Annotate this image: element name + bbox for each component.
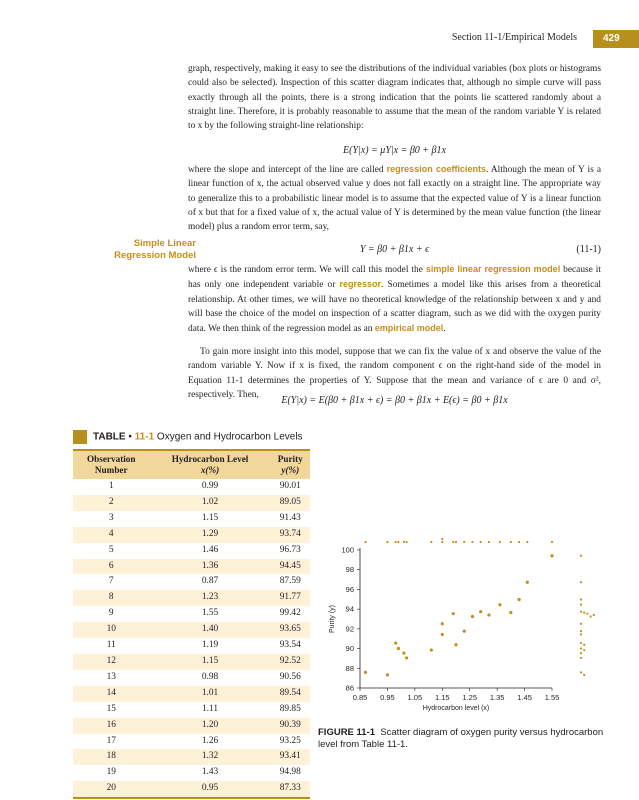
cell-purity: 94.45 bbox=[271, 559, 311, 575]
data-point bbox=[397, 647, 400, 650]
cell-purity: 91.43 bbox=[279, 512, 301, 523]
cell-hydrocarbon: 0.95 bbox=[150, 781, 271, 798]
marginal-dot-y bbox=[583, 649, 585, 651]
cell-purity: 96.73 bbox=[279, 544, 301, 555]
table-row bbox=[73, 670, 310, 686]
table-row bbox=[73, 749, 310, 765]
cell-observation: 20 bbox=[73, 781, 150, 798]
paragraph-regression-coefficients: where the slope and intercept of the line are called regression coefficients. Although the mean of Y is a linear function of x, the actual observed value y does not fall exactly on a straight line. The appropriate way to generalize this to a probabilistic linear model is to assume that the expected value of Y is a linear function of x but that for a fixed value of x, the actual value of Y is determined by the mean value function (the linear model) plus a random error term, say, bbox=[188, 164, 601, 233]
paragraph-insight: To gain more insight into this model, suppose that we can fix the value of x and observe the value of the random variable Y. Now if x is fixed, the random component ϵ on the right-hand side of the model in Equation 11-1 determines the properties of Y. Suppose that the mean and variance of ϵ are 0 and σ², respectively. Then, bbox=[188, 347, 601, 400]
cell-hydrocarbon: 1.26 bbox=[201, 735, 219, 746]
data-point bbox=[452, 612, 455, 615]
cell-purity: 93.65 bbox=[271, 622, 311, 638]
marginal-dot-x bbox=[463, 541, 465, 543]
table-header-hydrocarbon: Hydrocarbon Level x(%) bbox=[150, 450, 271, 479]
cell-purity: 89.54 bbox=[271, 686, 311, 702]
cell-observation: 9 bbox=[108, 608, 114, 619]
page-number: 429 bbox=[593, 30, 639, 48]
cell-hydrocarbon: 1.43 bbox=[201, 767, 219, 778]
marginal-dot-y bbox=[580, 647, 582, 649]
y-tick-label: 94 bbox=[345, 604, 354, 614]
cell-observation: 6 bbox=[73, 559, 150, 575]
data-point bbox=[454, 643, 457, 646]
y-tick-label: 88 bbox=[345, 663, 354, 673]
x-tick-label: 0.85 bbox=[352, 693, 368, 702]
marginal-dot-x bbox=[395, 541, 397, 543]
table-marker-icon bbox=[73, 430, 87, 444]
equation-mean-function: E(Y|x) = μY|x = β0 + β1x bbox=[343, 145, 446, 156]
cell-hydrocarbon: 1.20 bbox=[150, 718, 271, 734]
x-tick-label: 1.25 bbox=[462, 693, 478, 702]
marginal-dot-y bbox=[583, 674, 585, 676]
scatter-diagram bbox=[320, 522, 620, 722]
x-tick-label: 1.45 bbox=[517, 693, 532, 702]
marginal-dot-x bbox=[551, 541, 553, 543]
marginal-dot-y bbox=[593, 614, 595, 616]
marginal-dot-y bbox=[590, 615, 592, 617]
y-axis-label: Purity (y) bbox=[329, 605, 336, 633]
table-row bbox=[73, 590, 310, 606]
cell-observation: 2 bbox=[73, 495, 150, 511]
data-point bbox=[498, 603, 501, 606]
cell-purity: 93.41 bbox=[271, 749, 311, 765]
data-table bbox=[73, 449, 310, 799]
marginal-dot-x bbox=[397, 541, 399, 543]
cell-hydrocarbon: 1.29 bbox=[150, 527, 271, 543]
marginal-dot-y bbox=[580, 611, 582, 613]
cell-observation: 16 bbox=[73, 718, 150, 734]
table-row bbox=[73, 781, 310, 798]
cell-purity: 90.01 bbox=[279, 481, 301, 491]
cell-observation: 3 bbox=[108, 512, 114, 523]
cell-observation: 19 bbox=[106, 767, 116, 778]
marginal-dot-x bbox=[480, 541, 482, 543]
section-title: Section 11-1/Empirical Models bbox=[451, 32, 577, 43]
table-header-observation: Observation Number bbox=[73, 450, 150, 479]
cell-hydrocarbon: 0.98 bbox=[201, 671, 219, 682]
cell-purity: 87.33 bbox=[271, 781, 311, 798]
marginal-dot-y bbox=[580, 657, 582, 659]
marginal-dot-x bbox=[499, 541, 501, 543]
cell-hydrocarbon: 0.87 bbox=[201, 576, 219, 587]
cell-purity: 90.39 bbox=[271, 718, 311, 734]
data-point bbox=[405, 656, 408, 659]
cell-observation: 18 bbox=[73, 749, 150, 765]
table-row bbox=[73, 495, 310, 511]
marginal-dot-x bbox=[441, 538, 443, 540]
x-tick-label: 1.15 bbox=[434, 693, 450, 702]
term-regressor: regressor bbox=[339, 279, 382, 290]
cell-hydrocarbon: 1.02 bbox=[150, 495, 271, 511]
y-tick-label: 98 bbox=[345, 565, 354, 575]
margin-label-simple-linear-regression: Simple Linear Regression Model bbox=[114, 238, 196, 261]
cell-observation: 13 bbox=[106, 671, 116, 682]
table-row bbox=[73, 511, 310, 527]
marginal-dot-x bbox=[406, 541, 408, 543]
marginal-dot-x bbox=[364, 541, 366, 543]
data-point bbox=[441, 633, 444, 636]
table-row bbox=[73, 702, 310, 718]
x-tick-label: 0.95 bbox=[380, 693, 395, 702]
cell-hydrocarbon: 1.32 bbox=[150, 749, 271, 765]
x-tick-label: 1.55 bbox=[544, 693, 560, 702]
cell-observation: 15 bbox=[106, 703, 116, 714]
y-tick-label: 100 bbox=[341, 545, 354, 555]
marginal-dot-x bbox=[452, 541, 454, 543]
cell-observation: 14 bbox=[73, 686, 150, 702]
cell-observation: 11 bbox=[106, 640, 116, 651]
y-tick-label: 86 bbox=[345, 683, 354, 693]
table-row bbox=[73, 734, 310, 750]
cell-hydrocarbon: 1.55 bbox=[201, 608, 219, 619]
marginal-dot-y bbox=[580, 652, 582, 654]
cell-purity: 92.52 bbox=[271, 654, 311, 670]
table-row bbox=[73, 543, 310, 559]
data-point bbox=[526, 581, 529, 584]
data-point bbox=[550, 554, 553, 557]
cell-observation: 17 bbox=[106, 735, 116, 746]
table-row bbox=[73, 574, 310, 590]
cell-purity: 94.98 bbox=[279, 767, 301, 778]
marginal-dot-x bbox=[471, 541, 473, 543]
marginal-dot-y bbox=[580, 633, 582, 635]
cell-purity: 93.54 bbox=[279, 640, 301, 651]
marginal-dot-y bbox=[580, 630, 582, 632]
paragraph-intro: graph, respectively, making it easy to see the distributions of the individual variables (box plots or histograms could also be selected). Inspection of this scatter diagram indicates that, although no simple curve will pass exactly through all the points, there is a strong indication that the points lie scattered randomly about a straight line. Therefore, it is probably reasonable to assume that the mean of the random variable Y is related to x by the following straight-line relationship: bbox=[188, 64, 601, 132]
table-row bbox=[73, 527, 310, 543]
cell-purity: 93.25 bbox=[279, 735, 301, 746]
cell-hydrocarbon: 1.15 bbox=[201, 512, 219, 523]
table-row bbox=[73, 638, 310, 654]
marginal-dot-y bbox=[580, 604, 582, 606]
equation-number: (11-1) bbox=[576, 244, 601, 255]
data-point bbox=[463, 630, 466, 633]
cell-hydrocarbon: 1.11 bbox=[201, 703, 219, 714]
cell-purity: 99.42 bbox=[279, 608, 301, 619]
table-row bbox=[73, 686, 310, 702]
marginal-dot-x bbox=[430, 541, 432, 543]
y-tick-label: 92 bbox=[345, 624, 354, 634]
marginal-dot-x bbox=[403, 541, 405, 543]
cell-hydrocarbon: 1.19 bbox=[201, 640, 219, 651]
table-row bbox=[73, 765, 310, 781]
data-point bbox=[402, 652, 405, 655]
marginal-dot-x bbox=[441, 541, 443, 543]
table-row bbox=[73, 479, 310, 495]
cell-hydrocarbon: 1.40 bbox=[150, 622, 271, 638]
marginal-dot-y bbox=[580, 555, 582, 557]
cell-hydrocarbon: 1.01 bbox=[150, 686, 271, 702]
marginal-dot-y bbox=[580, 671, 582, 673]
cell-purity: 87.59 bbox=[279, 576, 301, 587]
paragraph-model-definition: where ϵ is the random error term. We will call this model the simple linear regression model because it has only one independent variable or regressor. Sometimes a model like this arises from a theoretical relationship. At other times, we will have no theoretical knowledge of the relationship between x and y and will base the choice of the model on inspection of a scatter diagram, such as we did with the oxygen purity data. We then think of the regression model as an empirical model. bbox=[188, 264, 601, 335]
cell-purity: 90.56 bbox=[279, 671, 301, 682]
figure-caption: FIGURE 11-1 Scatter diagram of oxygen purity versus hydrocarbon level from Table 11-1. bbox=[318, 727, 604, 750]
marginal-dot-y bbox=[580, 642, 582, 644]
cell-observation: 7 bbox=[108, 576, 114, 587]
cell-purity: 89.85 bbox=[279, 703, 301, 714]
marginal-dot-y bbox=[583, 611, 585, 613]
table-row bbox=[73, 559, 310, 575]
term-regression-coefficients: regression coefficients bbox=[386, 164, 486, 174]
term-empirical-model: empirical model bbox=[374, 323, 444, 334]
data-point bbox=[394, 641, 397, 644]
cell-observation: 12 bbox=[73, 654, 150, 670]
data-point bbox=[487, 613, 490, 616]
marginal-dot-x bbox=[488, 541, 490, 543]
marginal-dot-y bbox=[580, 623, 582, 625]
cell-hydrocarbon: 1.46 bbox=[201, 544, 219, 555]
cell-purity: 89.05 bbox=[271, 495, 311, 511]
marginal-dot-y bbox=[586, 613, 588, 615]
cell-purity: 91.77 bbox=[271, 590, 311, 606]
page-header bbox=[0, 30, 639, 50]
cell-observation: 10 bbox=[73, 622, 150, 638]
data-point bbox=[517, 598, 520, 601]
cell-observation: 5 bbox=[108, 544, 114, 555]
data-point bbox=[364, 671, 367, 674]
y-tick-label: 90 bbox=[345, 644, 354, 654]
data-point bbox=[479, 610, 482, 613]
cell-purity: 93.74 bbox=[271, 527, 311, 543]
cell-observation: 8 bbox=[73, 590, 150, 606]
table-row bbox=[73, 718, 310, 734]
cell-hydrocarbon: 1.15 bbox=[150, 654, 271, 670]
data-point bbox=[441, 622, 444, 625]
marginal-dot-x bbox=[518, 541, 520, 543]
marginal-dot-y bbox=[583, 644, 585, 646]
table-row bbox=[73, 606, 310, 622]
equation-11-1: Y = β0 + β1x + ϵ bbox=[359, 244, 430, 255]
data-point bbox=[471, 615, 474, 618]
table-row bbox=[73, 654, 310, 670]
marginal-dot-y bbox=[580, 598, 582, 600]
y-tick-label: 96 bbox=[345, 584, 354, 594]
table-row bbox=[73, 622, 310, 638]
x-tick-label: 1.05 bbox=[407, 693, 423, 702]
data-point bbox=[386, 673, 389, 676]
cell-hydrocarbon: 0.99 bbox=[201, 481, 219, 491]
marginal-dot-x bbox=[526, 541, 528, 543]
x-tick-label: 1.35 bbox=[489, 693, 505, 702]
data-point bbox=[509, 611, 512, 614]
marginal-dot-x bbox=[510, 541, 512, 543]
table-title: TABLE • 11-1 Oxygen and Hydrocarbon Levels bbox=[73, 430, 303, 444]
table-header-purity: Purity y(%) bbox=[271, 450, 311, 479]
data-point bbox=[430, 648, 433, 651]
marginal-dot-y bbox=[580, 581, 582, 583]
marginal-dot-x bbox=[455, 541, 457, 543]
term-simple-linear-regression-model: simple linear regression model bbox=[425, 264, 561, 274]
x-axis-label: Hydrocarbon level (x) bbox=[422, 705, 490, 712]
cell-observation: 1 bbox=[108, 481, 114, 491]
cell-observation: 4 bbox=[73, 527, 150, 543]
cell-hydrocarbon: 1.23 bbox=[150, 590, 271, 606]
cell-hydrocarbon: 1.36 bbox=[150, 559, 271, 575]
marginal-dot-x bbox=[386, 541, 388, 543]
equation-expected-value: E(Y|x) = E(β0 + β1x + ϵ) = β0 + β1x + E(ϵ) = β0 + β1x bbox=[281, 395, 508, 406]
